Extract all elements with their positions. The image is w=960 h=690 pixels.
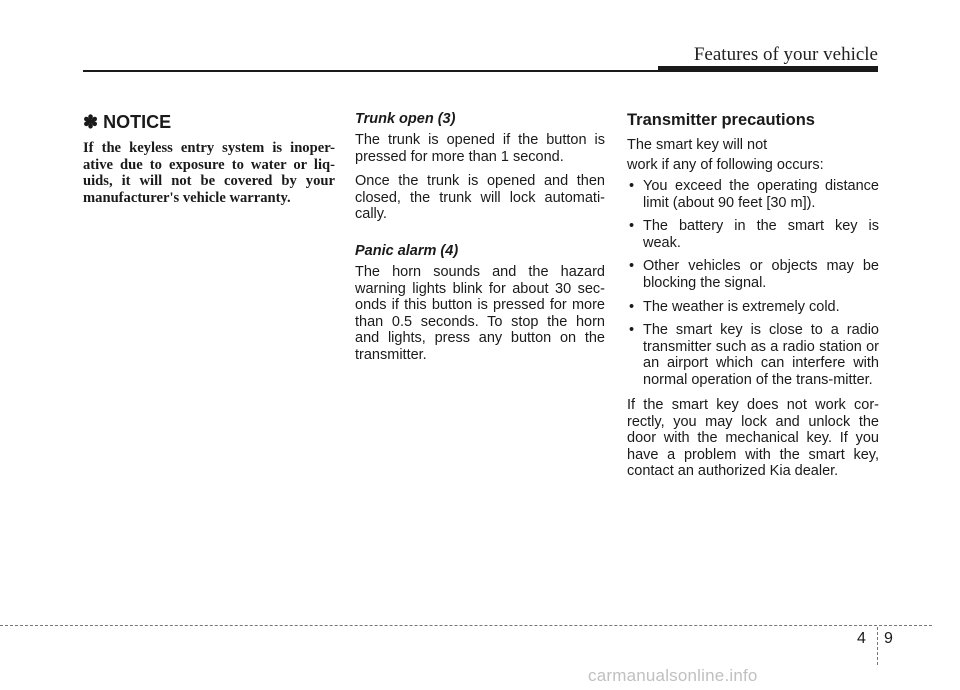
transmitter-heading: Transmitter precautions — [627, 111, 815, 129]
transmitter-intro-2: work if any of following occurs: — [627, 157, 824, 173]
trunk-open-paragraph-1: The trunk is opened if the button is pressed for more than 1 second. — [355, 132, 605, 165]
watermark-text[interactable]: carmanualsonline.info — [588, 666, 758, 685]
bullet-radio-interference: • The smart key is close to a radio transmitter such as a radio station or an airport which can interfere with normal operation of the trans-mitter. — [627, 322, 879, 388]
header-section-title: Features of your vehicle — [693, 44, 878, 65]
notice-heading: ✽ NOTICE — [83, 112, 172, 132]
footer-chapter-number: 4 — [857, 630, 866, 647]
transmitter-closing: If the smart key does not work cor-rectly, you may lock and unlock the door with the mechanical key. If you have a problem with the smart key, contact an authorized Kia dealer. — [627, 397, 879, 480]
panic-alarm-heading: Panic alarm (4) — [355, 243, 459, 259]
trunk-open-heading: Trunk open (3) — [355, 111, 456, 127]
transmitter-intro-1: The smart key will not — [627, 137, 768, 153]
transmitter-bullet-list — [627, 178, 879, 396]
notice-body: If the keyless entry system is inoper-ative due to exposure to water or liq-uids, it will not be covered by your manufacturer's vehicle warranty. — [83, 140, 335, 206]
trunk-open-paragraph-2: Once the trunk is opened and then closed, the trunk will lock automati-cally. — [355, 173, 605, 223]
bullet-battery-weak: • The battery in the smart key is weak. — [627, 218, 879, 251]
footer-page-divider — [877, 627, 878, 665]
footer-page-number: 9 — [884, 630, 893, 647]
header-rule-accent — [658, 66, 878, 72]
bullet-operating-distance: • You exceed the operating distance limit (about 90 feet [30 m]). — [627, 178, 879, 211]
footer-rule — [0, 625, 932, 626]
bullet-extreme-cold: • The weather is extremely cold. — [627, 299, 879, 316]
panic-alarm-body: The horn sounds and the hazard warning lights blink for about 30 sec-onds if this button is pressed for more than 0.5 seconds. To stop the horn and lights, press any button on the transmitter. — [355, 264, 605, 363]
bullet-signal-blocked: • Other vehicles or objects may be blocking the signal. — [627, 258, 879, 291]
